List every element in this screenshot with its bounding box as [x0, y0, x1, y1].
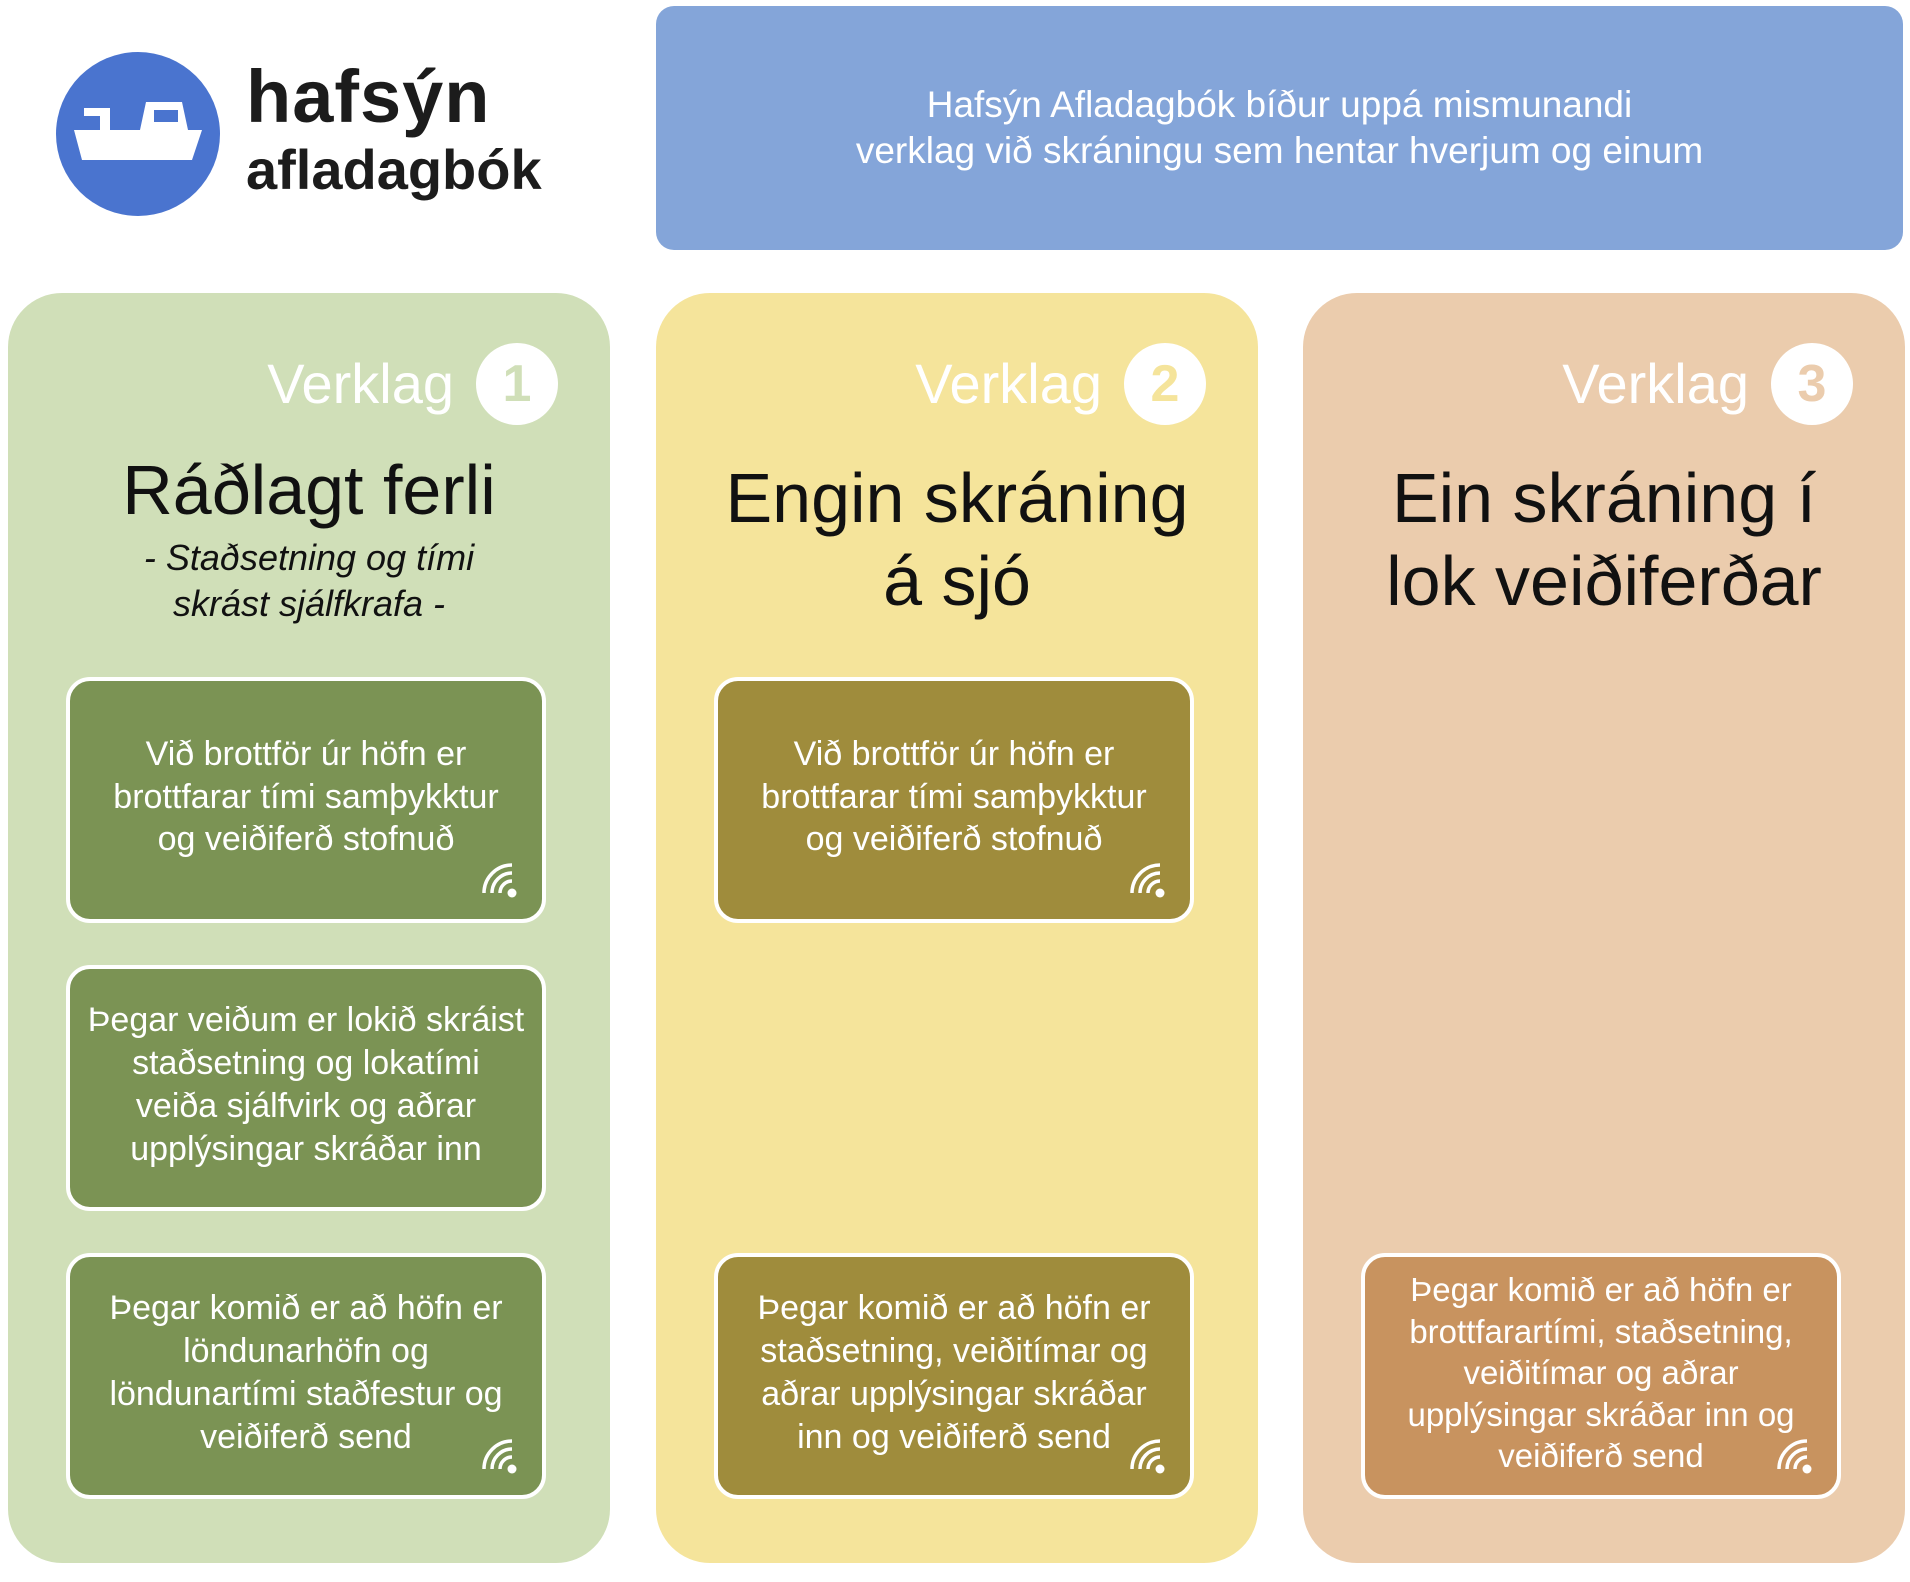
intro-text-line: Hafsýn Afladagbók bíður uppá mismunandi: [926, 83, 1633, 125]
workflow-title-line: Ráðlagt ferli: [122, 451, 496, 529]
intro-text: [856, 82, 1703, 175]
logo-badge: [56, 52, 220, 216]
step-text-line: upplýsingar skráðar inn og: [1407, 1395, 1795, 1433]
step-text-line: staðsetning, veiðitímar og: [760, 1332, 1148, 1371]
intro-text-line: verklag við skráningu sem hentar hverjum og einum: [855, 130, 1704, 171]
workflow-header: [915, 343, 1206, 425]
step-text-line: og veiðiferð stofnuð: [157, 820, 455, 859]
workflow-column-1: [8, 293, 610, 1563]
workflow-title-line: Engin skráning: [725, 459, 1189, 537]
step-text-line: Við brottför úr höfn er: [145, 734, 467, 773]
workflow-label: Verklag: [267, 352, 454, 415]
step-text-line: Þegar veiðum er lokið skráist: [87, 1001, 525, 1040]
workflow-title-line: á sjó: [883, 541, 1031, 620]
workflow-header: [267, 343, 558, 425]
step-text-line: veiðitímar og aðrar: [1463, 1354, 1739, 1392]
step-text-line: staðsetning og lokatími: [132, 1044, 480, 1083]
workflow-number-badge: 2: [1124, 343, 1206, 425]
workflow-title: [1303, 457, 1905, 622]
step-card: [66, 965, 546, 1211]
step-text-line: upplýsingar skráðar inn: [130, 1129, 482, 1168]
logo-wordmark-secondary: afladagbók: [246, 138, 542, 201]
step-text-line: Þegar komið er að höfn er: [1410, 1271, 1792, 1309]
intro-banner: [656, 6, 1903, 250]
workflow-label: Verklag: [915, 352, 1102, 415]
wifi-signal-icon: [480, 1437, 520, 1477]
wifi-signal-icon: [1128, 1437, 1168, 1477]
step-text-line: brottfarar tími samþykktur: [113, 777, 499, 816]
logo: [56, 52, 576, 222]
wifi-signal-icon: [480, 861, 520, 901]
step-text-line: veiða sjálfvirk og aðrar: [135, 1087, 477, 1125]
workflow-subtitle-line: - Staðsetning og tími: [143, 537, 475, 578]
workflow-subtitle: [8, 535, 610, 627]
wifi-signal-icon: [1128, 861, 1168, 901]
step-text-line: Þegar komið er að höfn er: [109, 1289, 503, 1328]
step-text-line: aðrar upplýsingar skráðar: [761, 1375, 1147, 1413]
step-text-line: löndunartími staðfestur og: [109, 1375, 503, 1413]
workflow-label: Verklag: [1562, 352, 1749, 415]
step-text-line: inn og veiðiferð send: [797, 1417, 1111, 1456]
workflow-subtitle-line: skrást sjálfkrafa -: [172, 583, 446, 625]
step-text-line: Þegar komið er að höfn er: [757, 1289, 1151, 1328]
step-card: [1361, 1253, 1841, 1499]
step-text-line: Við brottför úr höfn er: [793, 734, 1115, 773]
step-card: [66, 1253, 546, 1499]
workflow-title-line: lok veiðiferðar: [1386, 541, 1822, 620]
step-text-line: brottfarar tími samþykktur: [761, 777, 1147, 816]
logo-wordmark-primary: hafsýn: [246, 55, 491, 138]
step-card: [66, 677, 546, 923]
step-card: [714, 677, 1194, 923]
step-text-line: brottfarartími, staðsetning,: [1409, 1312, 1793, 1350]
workflow-title: [656, 457, 1258, 622]
workflow-title: [8, 449, 610, 532]
wifi-signal-icon: [1775, 1437, 1815, 1477]
workflow-number-badge: 1: [476, 343, 558, 425]
workflow-column-3: [1303, 293, 1905, 1563]
step-text-line: og veiðiferð stofnuð: [805, 820, 1103, 859]
workflow-header: [1562, 343, 1853, 425]
workflow-title-line: Ein skráning í: [1391, 459, 1817, 537]
step-text-line: veiðiferð send: [1498, 1437, 1704, 1475]
step-text-line: veiðiferð send: [200, 1417, 412, 1456]
workflow-number-badge: 3: [1771, 343, 1853, 425]
workflow-column-2: [656, 293, 1258, 1563]
step-card: [714, 1253, 1194, 1499]
step-text-line: löndunarhöfn og: [183, 1332, 429, 1371]
boat-icon: [70, 96, 206, 172]
